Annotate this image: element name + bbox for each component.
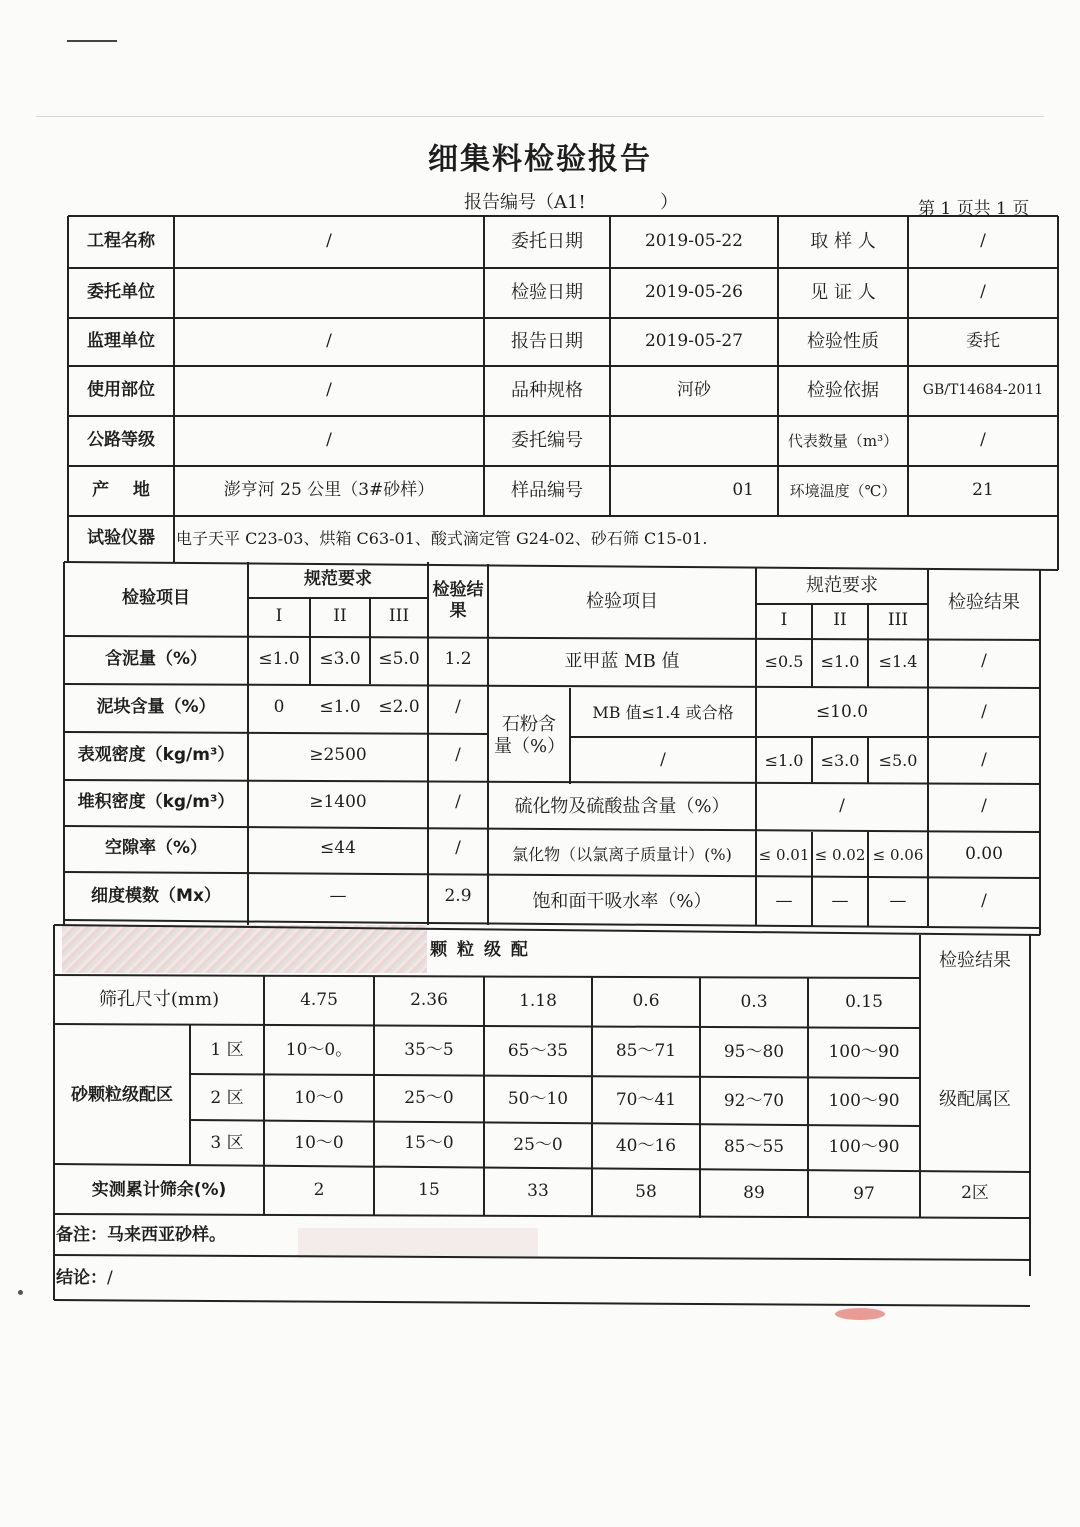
value-sampler: / [980,231,986,252]
result-cell: / [981,891,987,912]
label-env-temp: 环境温度（℃） [789,481,897,500]
tests-left-item-head: 检验项目 [122,588,190,609]
measured-value: 15 [418,1180,440,1201]
spec-cell: ≤0.5 [764,652,804,671]
remarks-colon: ： [90,1225,107,1246]
value-env-temp: 21 [972,480,994,501]
row-sulfide: 硫化物及硫酸盐含量（%） [514,795,730,817]
result-cell: / [981,701,987,722]
label-commission-date: 委托日期 [511,230,583,252]
zone-value: 25～0 [404,1087,454,1108]
spec-cell: ≤ 0.06 [872,845,924,864]
sieve-size-label: 筛孔尺寸(mm) [98,989,220,1011]
grade-ii: II [833,610,847,631]
label-report-date: 报告日期 [511,330,583,352]
spec-cell: — [889,891,907,912]
value-road-grade: / [326,430,332,451]
label-supervisor: 监理单位 [87,331,155,352]
sieve-size: 1.18 [519,991,557,1012]
spec-cell: / [839,796,845,817]
value-witness: / [980,282,986,303]
value-commission-date: 2019-05-22 [644,231,743,252]
label-road-grade: 公路等级 [87,430,155,451]
label-sample-no: 样品编号 [511,479,583,501]
zone-value: 100～90 [828,1042,900,1063]
row-fineness-modulus: 细度模数（Mx） [91,886,221,907]
zone-value: 35～5 [404,1040,454,1061]
spec-cell: ≤5.0 [878,750,918,770]
spec-cell: ≤ 0.02 [814,845,866,864]
grade-i: I [275,606,283,627]
sieve-size: 4.75 [300,990,338,1011]
row-clay-lump: 泥块含量（%） [96,697,216,718]
value-instruments: 电子天平 C23-03、烘箱 C63-01、酸式滴定管 G24-02、砂石筛 C15-01. [176,529,708,548]
tests-right-result-head: 检验结果 [948,591,1020,613]
spec-cell: ≤5.0 [378,649,420,670]
result-cell: 0.00 [965,844,1003,865]
spec-cell: ≤1.0 [258,649,300,670]
result-cell: 1.2 [444,649,472,670]
zone-value: 70～41 [615,1089,677,1110]
spec-cell: — [329,886,347,907]
value-rep-qty: / [980,430,986,451]
report-title: 细集料检验报告 [428,142,652,177]
value-supervisor: / [326,331,332,352]
zone-value: 95～80 [723,1042,785,1063]
label-witness: 见 证 人 [810,281,876,303]
zone-name: 2 区 [210,1087,244,1108]
zone-value: 100～90 [828,1090,900,1111]
zone-value: 40～16 [615,1136,677,1157]
measured-label: 实测累计筛余(%) [91,1180,227,1201]
sieve-size: 0.6 [632,991,660,1012]
stone-powder-condition-2: / [660,749,666,770]
spec-cell: ≤44 [320,838,356,859]
row-mud-content: 含泥量（%） [104,649,208,670]
zone-value: 85～55 [723,1137,785,1158]
result-cell: / [455,792,461,813]
label-sampler: 取 样 人 [810,230,876,252]
remarks-value: 马来西亚砂样。 [107,1225,226,1246]
zone-value: 10～0 [294,1133,344,1154]
measured-value: 33 [527,1181,549,1202]
zone-value: 100～90 [828,1137,900,1158]
spec-cell: ≤1.0 [764,750,804,770]
label-client-unit: 委托单位 [87,282,155,303]
sieve-size: 0.15 [845,992,883,1013]
result-cell: / [455,838,461,859]
report-number: 报告编号（A1! ） [464,192,679,213]
spec-cell: 0 [273,697,285,718]
spec-cell: ≤2.0 [378,697,420,718]
value-project-name: / [326,231,332,252]
measured-result: 2区 [961,1183,989,1204]
measured-value: 58 [635,1182,657,1203]
measured-value: 2 [313,1180,325,1201]
value-test-date: 2019-05-26 [644,282,743,303]
row-mb-value: 亚甲蓝 MB 值 [564,650,680,672]
value-test-nature: 委托 [966,331,1000,352]
grade-iii: III [887,610,909,631]
remarks [56,1216,556,1256]
label-project-name: 工程名称 [87,231,155,252]
zone-name: 1 区 [210,1040,244,1061]
row-apparent-density: 表观密度（kg/m³） [77,745,235,766]
value-sample-no: 01 [732,480,754,501]
result-cell: 2.9 [444,886,472,907]
zone-value: 50～10 [507,1088,569,1109]
grading-section-title: 颗 粒 级 配 [430,940,530,961]
zone-value: 65～35 [507,1041,569,1062]
row-stone-powder: 石粉含量（%） [494,713,566,757]
measured-value: 97 [853,1184,875,1205]
zone-value: 85～71 [615,1041,677,1062]
page-indicator: 第 1 页共 1 页 [918,199,1030,219]
value-usage-part: / [326,380,332,401]
value-test-basis: GB/T14684-2011 [922,382,1044,399]
result-cell: / [981,796,987,817]
value-commission-no [610,416,778,466]
result-cell: / [981,749,987,770]
label-origin: 产 地 [92,480,150,501]
sieve-size: 2.36 [410,990,448,1011]
result-cell: / [455,697,461,718]
stone-powder-condition-1: MB 值≤1.4 或合格 [592,702,734,722]
spec-cell: ≥2500 [309,745,367,766]
label-test-basis: 检验依据 [807,379,879,401]
tests-left-result-head: 检验结果 [432,579,484,621]
spec-cell: ≤1.0 [319,697,361,718]
zone-name: 3 区 [210,1133,244,1154]
row-void-ratio: 空隙率（%） [104,838,208,859]
spec-cell: ≤3.0 [820,750,860,770]
tests-left-spec-head: 规范要求 [304,569,372,590]
conclusion-label: 结论 [56,1268,90,1289]
spec-cell: ≤10.0 [815,701,869,722]
label-test-date: 检验日期 [511,281,583,303]
tests-right-spec-head: 规范要求 [806,574,878,596]
spec-cell: ≤1.0 [820,652,860,671]
zone-value: 10～0 [294,1087,344,1108]
zone-value: 92～70 [723,1090,785,1111]
value-origin: 澎亨河 25 公里（3#砂样） [223,480,435,501]
row-absorption: 饱和面干吸水率（%） [532,890,712,912]
value-client-unit [174,268,484,318]
conclusion [56,1258,556,1300]
label-rep-qty: 代表数量（m³） [787,431,899,450]
grade-i: I [780,610,788,631]
sieve-size: 0.3 [740,992,768,1013]
spec-cell: ≤3.0 [319,649,361,670]
grade-ii: II [333,606,347,627]
zone-label: 砂颗粒级配区 [71,1085,173,1106]
tests-right-item-head: 检验项目 [586,590,658,612]
label-commission-no: 委托编号 [511,429,583,451]
label-instruments: 试验仪器 [87,528,155,549]
grade-iii: III [388,606,410,627]
remarks-label: 备注 [56,1225,90,1246]
value-variety: 河砂 [677,380,711,401]
zone-value: 25～0 [513,1135,563,1156]
zone-value: 10～0。 [285,1040,353,1061]
grading-result-head: 检验结果 [939,949,1011,971]
zone-result: 级配属区 [939,1088,1011,1110]
spec-cell: ≤1.4 [878,652,918,671]
label-usage-part: 使用部位 [87,380,155,401]
value-report-date: 2019-05-27 [644,331,743,352]
result-cell: / [455,745,461,766]
conclusion-value: / [107,1268,113,1289]
label-variety: 品种规格 [511,379,583,401]
result-cell: / [981,651,987,672]
conclusion-colon: ： [90,1268,107,1289]
spec-cell: — [831,891,849,912]
row-chloride: 氯化物（以氯离子质量计）(%) [512,845,732,864]
spec-cell: ≤ 0.01 [758,845,810,864]
spec-cell: — [775,891,793,912]
label-test-nature: 检验性质 [807,330,879,352]
zone-value: 15～0 [404,1133,454,1154]
spec-cell: ≥1400 [309,792,367,813]
row-bulk-density: 堆积密度（kg/m³） [77,792,235,813]
measured-value: 89 [743,1183,765,1204]
